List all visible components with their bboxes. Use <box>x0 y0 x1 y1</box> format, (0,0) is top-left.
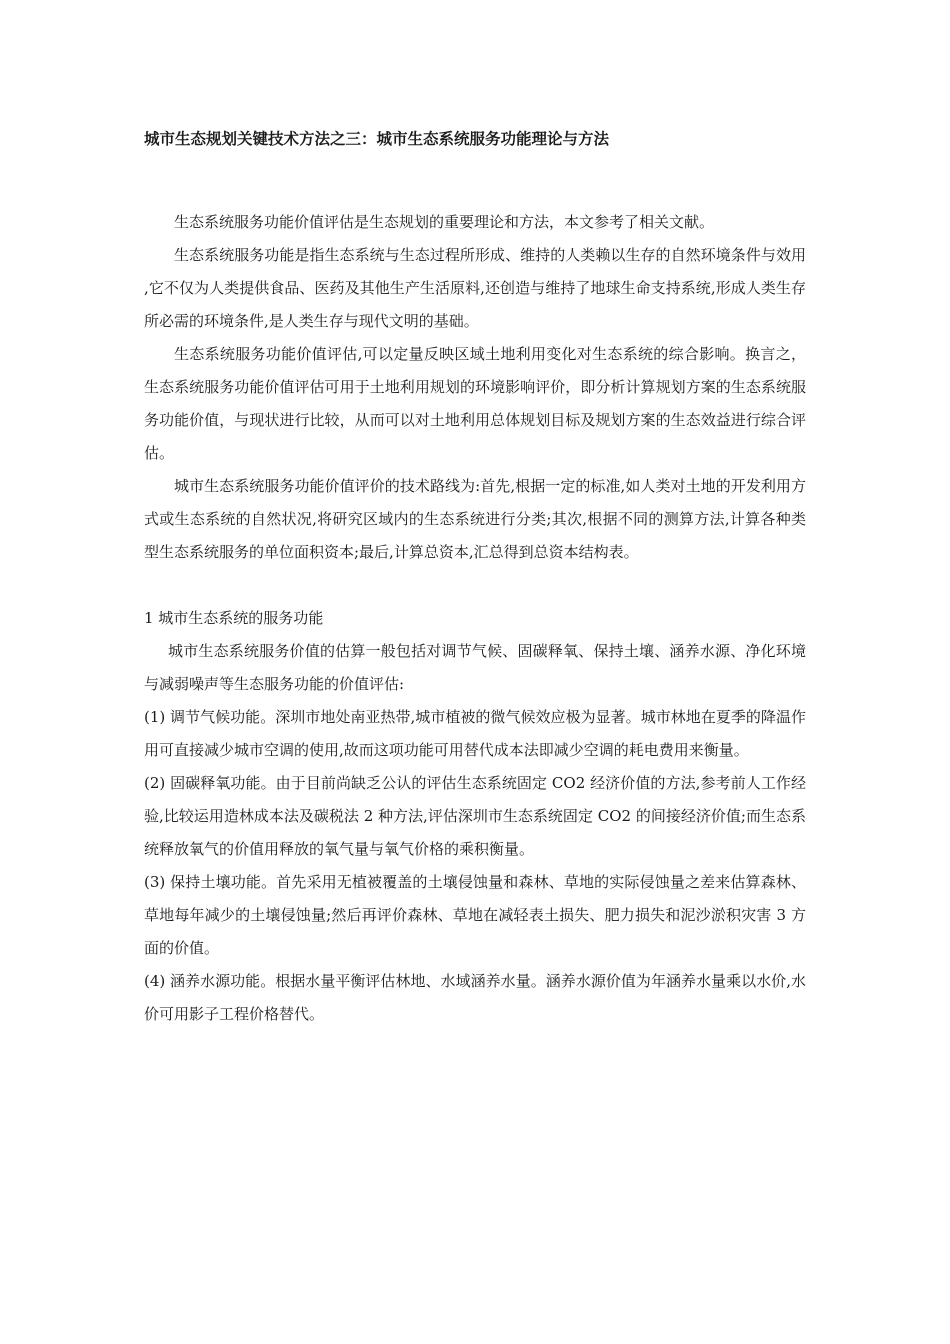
intro-paragraph: 城市生态系统服务功能价值评价的技术路线为:首先,根据一定的标准,如人类对土地的开发利用方式或生态系统的自然状况,将研究区域内的生态系统进行分类;其次,根据不同的测算方法,计算各种类型生态系统服务的单位面积资本;最后,计算总资本,汇总得到总资本结构表。 <box>144 477 806 561</box>
intro-paragraph: 生态系统服务功能价值评估,可以定量反映区域土地利用变化对生态系统的综合影响。换言之，生态系统服务功能价值评估可用于土地利用规划的环境影响评价，即分析计算规划方案的生态系统服务功能价值，与现状进行比较，从而可以对土地利用总体规划目标及规划方案的生态效益进行综合评估。 <box>144 345 806 462</box>
list-item: (1) 调节气候功能。深圳市地处南亚热带,城市植被的微气候效应极为显著。城市林地在夏季的降温作用可直接减少城市空调的使用,故而这项功能可用替代成本法即减少空调的耗电费用来衡量。 <box>144 708 806 759</box>
paragraph-spacer <box>144 569 806 602</box>
section-lead-paragraph: 城市生态系统服务价值的估算一般包括对调节气候、固碳释氧、保持土壤、涵养水源、净化环境与减弱噪声等生态服务功能的价值评估: <box>144 642 806 693</box>
intro-paragraph: 生态系统服务功能价值评估是生态规划的重要理论和方法，本文参考了相关文献。 <box>174 213 715 231</box>
list-item: (4) 涵养水源功能。根据水量平衡评估林地、水域涵养水量。涵养水源价值为年涵养水量乘以水价,水价可用影子工程价格替代。 <box>144 972 806 1023</box>
list-item: (3) 保持土壤功能。首先采用无植被覆盖的土壤侵蚀量和森林、草地的实际侵蚀量之差来估算森林、草地每年减少的土壤侵蚀量;然后再评价森林、草地在减轻表土损失、肥力损失和泥沙淤积灾害 3 方面的价值。 <box>144 873 806 957</box>
section-heading: 1 城市生态系统的服务功能 <box>144 609 324 627</box>
document-title: 城市生态规划关键技术方法之三：城市生态系统服务功能理论与方法 <box>144 129 610 148</box>
document-body <box>144 206 806 1031</box>
list-item: (2) 固碳释氧功能。由于目前尚缺乏公认的评估生态系统固定 CO2 经济价值的方法,参考前人工作经验,比较运用造林成本法及碳税法 2 种方法,评估深圳市生态系统固定 CO2 的间接经济价值;而生态系统释放氧气的价值用释放的氧气量与氧气价格的乘积衡量。 <box>144 774 806 858</box>
intro-paragraph: 生态系统服务功能是指生态系统与生态过程所形成、维持的人类赖以生存的自然环境条件与效用 ,它不仅为人类提供食品、医药及其他生产生活原料,还创造与维持了地球生命支持系统,形成人类生存所必需的环境条件,是人类生存与现代文明的基础。 <box>144 246 806 330</box>
